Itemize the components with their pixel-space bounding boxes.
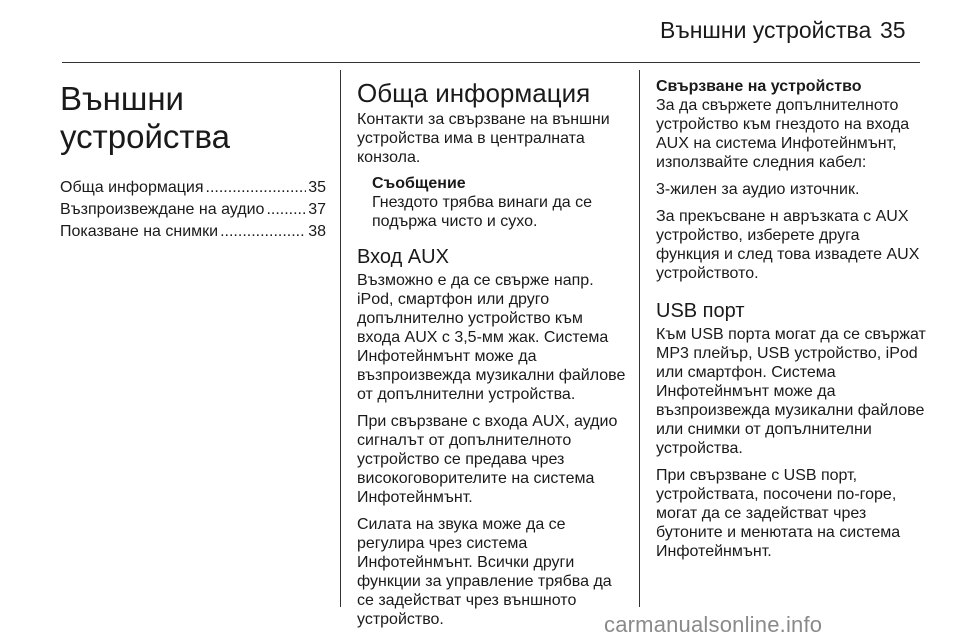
toc-entry[interactable]: [60, 222, 326, 241]
toc-leader-dots: [266, 200, 306, 219]
toc-leader-dots: [206, 178, 307, 197]
toc-entry-label: Възпроизвеждане на аудио: [60, 201, 265, 218]
connect-paragraph-2: 3-жилен за аудио източник.: [656, 181, 860, 198]
section-heading-general: Обща информация: [357, 78, 591, 108]
chapter-title: Външни устройства: [60, 80, 231, 155]
page-number: 35: [880, 17, 906, 43]
aux-paragraph-2: При свързване с входа AUX, аудио сигналът от допълнителното устройство се предава чрез високоговорителите на система Инфотейнмънт.: [357, 413, 618, 506]
watermark: carmanualsonline.info: [604, 612, 823, 637]
section-heading-usb: USB порт: [656, 300, 745, 322]
toc-entry-label: Показване на снимки: [60, 223, 219, 240]
general-intro: Контакти за свързване на външни устройства има в централната конзола.: [357, 111, 610, 166]
toc-entry[interactable]: [60, 200, 326, 219]
usb-paragraph-1: Към USB порта могат да се свържат MP3 плейър, USB устройство, iPod или смартфон. Система Инфотейнмънт може да възпроизвежда музикални файлове или снимки от допълнителни устройства.: [656, 326, 926, 457]
toc-entry-page: 35: [308, 179, 326, 196]
usb-paragraph-2: При свързване с USB порт, устройствата, посочени по-горе, могат да се задействат чрез бутоните и менютата на система Инфотейнмънт.: [656, 467, 901, 560]
column-divider-1: [340, 70, 341, 607]
connect-paragraph-3: За прекъсване н авръзката с AUX устройство, изберете друга функция и след това извадете AUX устройството.: [656, 208, 920, 282]
toc-entry-label: Обща информация: [60, 179, 204, 196]
note-title: Съобщение: [372, 175, 466, 192]
toc-entry-page: 37: [308, 201, 326, 218]
content-column-2: [357, 70, 627, 637]
aux-paragraph-1: Възможно е да се свърже напр. iPod, смартфон или друго допълнително устройство към входа AUX с 3,5-мм жак. Системa Инфотейнмънт може да възпроизвежда музикални файлове от допълнителни устройства.: [357, 272, 626, 403]
toc-leader-dots: [220, 222, 306, 241]
section-heading-aux: Вход AUX: [357, 246, 449, 268]
page-header-title: Външни устройства: [660, 17, 872, 43]
note-text: Гнездото трябва винаги да се подържа чисто и сухо.: [372, 194, 593, 230]
aux-paragraph-3: Силата на звука може да се регулира чрез система Инфотейнмънт. Всички други функции за управление трябва да се задействат чрез външното устройство.: [357, 516, 612, 628]
note-box: [372, 175, 627, 231]
toc-column: [60, 70, 326, 244]
toc-entry-page: 38: [308, 223, 326, 240]
column-divider-2: [639, 70, 640, 607]
header-divider: [62, 62, 920, 63]
content-column-3: [656, 70, 926, 569]
connect-paragraph-1: За да свържете допълнителното устройство към гнездото на входа AUX на система Инфотейнмънт, използвайте следния кабел:: [656, 97, 910, 171]
toc-entry[interactable]: [60, 178, 326, 197]
section-heading-connect: Свързване на устройство: [656, 78, 862, 95]
